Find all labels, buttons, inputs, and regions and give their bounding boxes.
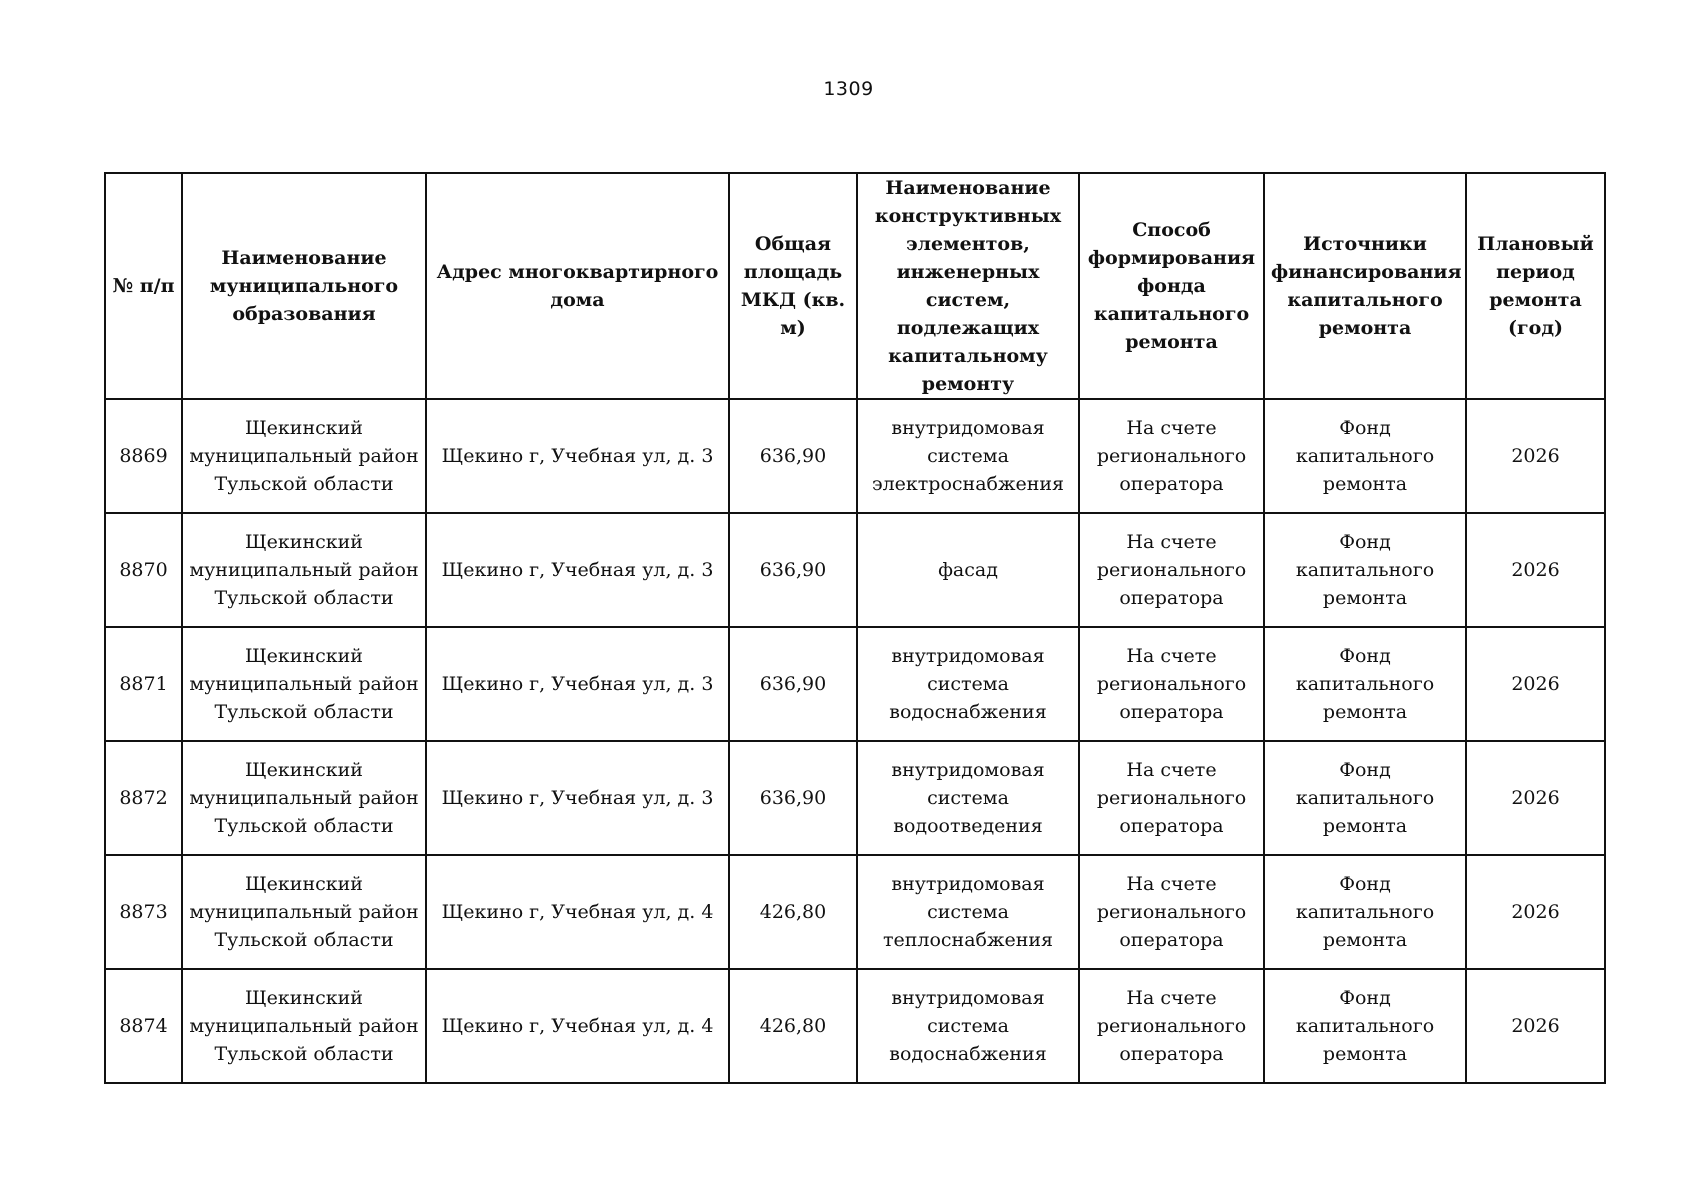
cell-financing-source: Фонд капитального ремонта bbox=[1264, 741, 1466, 855]
cell-address: Щекино г, Учебная ул, д. 4 bbox=[426, 969, 729, 1083]
header-municipality: Наименование муниципального образования bbox=[182, 173, 426, 399]
cell-municipality: Щекинский муниципальный район Тульской области bbox=[182, 741, 426, 855]
cell-financing-source: Фонд капитального ремонта bbox=[1264, 627, 1466, 741]
header-planned-period: Плановый период ремонта (год) bbox=[1466, 173, 1605, 399]
cell-planned-year: 2026 bbox=[1466, 399, 1605, 513]
cell-fund-method: На счете регионального оператора bbox=[1079, 969, 1264, 1083]
cell-financing-source: Фонд капитального ремонта bbox=[1264, 969, 1466, 1083]
table-row bbox=[105, 855, 1605, 969]
cell-area: 426,80 bbox=[729, 855, 857, 969]
cell-element: внутридомовая система водоснабжения bbox=[857, 969, 1079, 1083]
header-elements: Наименование конструктивных элементов, инженерных систем, подлежащих капитальному ремонту bbox=[857, 173, 1079, 399]
cell-municipality: Щекинский муниципальный район Тульской области bbox=[182, 399, 426, 513]
cell-element: внутридомовая система водоснабжения bbox=[857, 627, 1079, 741]
cell-fund-method: На счете регионального оператора bbox=[1079, 627, 1264, 741]
cell-address: Щекино г, Учебная ул, д. 3 bbox=[426, 399, 729, 513]
header-row bbox=[105, 173, 1605, 399]
cell-planned-year: 2026 bbox=[1466, 513, 1605, 627]
cell-planned-year: 2026 bbox=[1466, 969, 1605, 1083]
cell-planned-year: 2026 bbox=[1466, 855, 1605, 969]
cell-number: 8869 bbox=[105, 399, 182, 513]
page-number: 1309 bbox=[823, 78, 874, 100]
cell-number: 8870 bbox=[105, 513, 182, 627]
cell-municipality: Щекинский муниципальный район Тульской области bbox=[182, 627, 426, 741]
cell-area: 426,80 bbox=[729, 969, 857, 1083]
cell-fund-method: На счете регионального оператора bbox=[1079, 513, 1264, 627]
table-row bbox=[105, 741, 1605, 855]
cell-address: Щекино г, Учебная ул, д. 3 bbox=[426, 741, 729, 855]
cell-financing-source: Фонд капитального ремонта bbox=[1264, 855, 1466, 969]
cell-address: Щекино г, Учебная ул, д. 3 bbox=[426, 513, 729, 627]
cell-financing-source: Фонд капитального ремонта bbox=[1264, 513, 1466, 627]
table-row bbox=[105, 627, 1605, 741]
cell-municipality: Щекинский муниципальный район Тульской области bbox=[182, 513, 426, 627]
cell-number: 8874 bbox=[105, 969, 182, 1083]
header-area: Общая площадь МКД (кв. м) bbox=[729, 173, 857, 399]
cell-area: 636,90 bbox=[729, 513, 857, 627]
cell-element: фасад bbox=[857, 513, 1079, 627]
header-financing-source: Источники финансирования капитального ремонта bbox=[1264, 173, 1466, 399]
cell-fund-method: На счете регионального оператора bbox=[1079, 399, 1264, 513]
cell-municipality: Щекинский муниципальный район Тульской области bbox=[182, 969, 426, 1083]
cell-fund-method: На счете регионального оператора bbox=[1079, 741, 1264, 855]
cell-planned-year: 2026 bbox=[1466, 627, 1605, 741]
cell-address: Щекино г, Учебная ул, д. 4 bbox=[426, 855, 729, 969]
cell-number: 8872 bbox=[105, 741, 182, 855]
capital-repair-table bbox=[104, 172, 1606, 1084]
cell-municipality: Щекинский муниципальный район Тульской области bbox=[182, 855, 426, 969]
cell-address: Щекино г, Учебная ул, д. 3 bbox=[426, 627, 729, 741]
header-fund-method: Способ формирования фонда капитального ремонта bbox=[1079, 173, 1264, 399]
table-row bbox=[105, 399, 1605, 513]
cell-element: внутридомовая система теплоснабжения bbox=[857, 855, 1079, 969]
cell-area: 636,90 bbox=[729, 627, 857, 741]
table-row bbox=[105, 969, 1605, 1083]
cell-number: 8873 bbox=[105, 855, 182, 969]
cell-element: внутридомовая система водоотведения bbox=[857, 741, 1079, 855]
header-address: Адрес многоквартирного дома bbox=[426, 173, 729, 399]
cell-area: 636,90 bbox=[729, 399, 857, 513]
header-number: № п/п bbox=[105, 173, 182, 399]
cell-number: 8871 bbox=[105, 627, 182, 741]
cell-element: внутридомовая система электроснабжения bbox=[857, 399, 1079, 513]
cell-fund-method: На счете регионального оператора bbox=[1079, 855, 1264, 969]
table-row bbox=[105, 513, 1605, 627]
cell-area: 636,90 bbox=[729, 741, 857, 855]
cell-financing-source: Фонд капитального ремонта bbox=[1264, 399, 1466, 513]
cell-planned-year: 2026 bbox=[1466, 741, 1605, 855]
